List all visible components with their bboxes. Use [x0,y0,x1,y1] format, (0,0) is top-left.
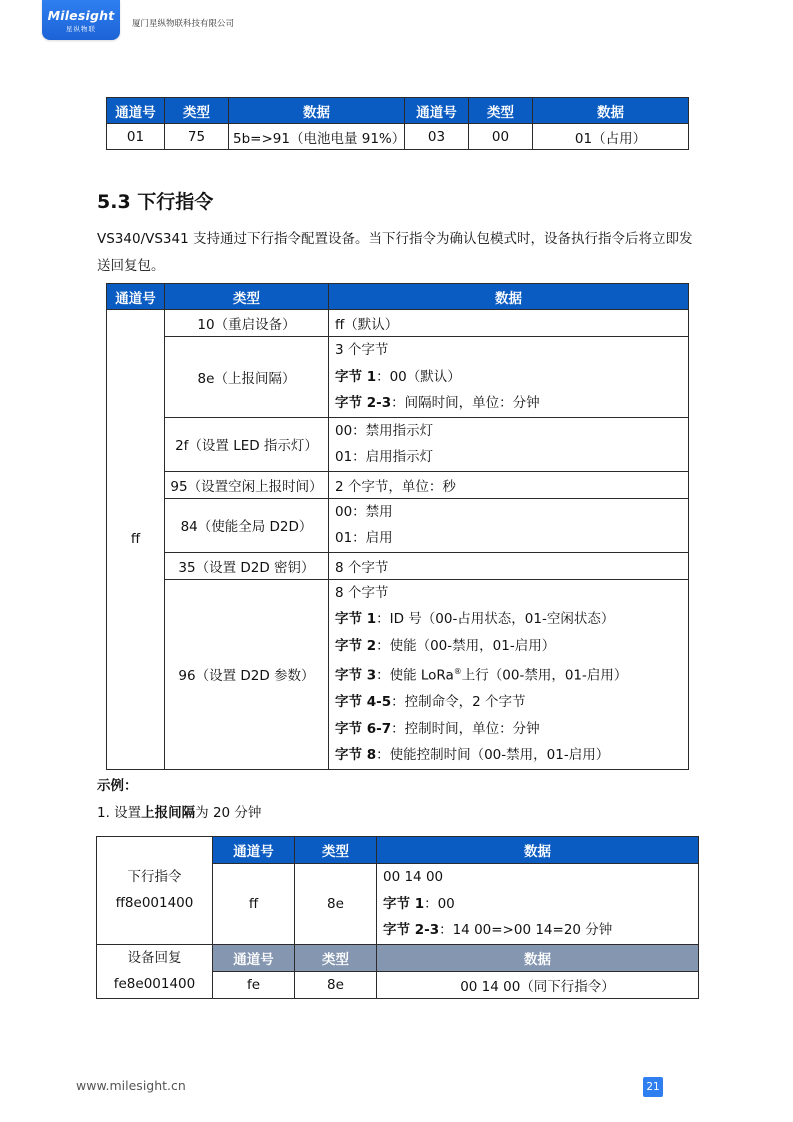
header-data-2: 数据 [533,98,689,124]
byte-label: 字节 1 [383,895,425,912]
byte-desc: ：00 [424,895,455,912]
downlink-command-table [106,283,689,770]
milesight-logo [42,0,120,40]
downlink-code: ff8e001400 [115,895,194,912]
byte-label: 字节 2 [335,637,377,654]
data-line [335,659,684,689]
example-item-1 [97,801,261,821]
table-row [107,552,689,579]
example-suffix: 为 20 分钟 [195,805,262,821]
cell-downlink-channel: ff [213,864,295,945]
footer-url: www.milesight.cn [76,1078,186,1093]
data-line: 00：禁用指示灯 [335,422,434,439]
data-line [335,390,684,417]
byte-desc: ：14 00=>00 14=20 分钟 [439,922,613,938]
table-row [107,498,689,552]
section-title: 5.3 下行指令 [97,191,214,213]
header-channel-reply: 通道号 [213,944,295,971]
byte-label: 字节 3 [335,667,377,684]
data-line [335,689,684,716]
table-header-row [107,284,689,310]
table-row [107,124,689,150]
cell-downlink-data [377,864,699,945]
data-line [335,716,684,743]
byte-desc: ：使能控制时间（00-禁用，01-启用） [376,747,610,763]
header-channel: 通道号 [213,837,295,864]
byte-label: 字节 1 [335,611,377,627]
data-line: 8 个字节 [335,584,389,601]
data-line: 00：禁用 [335,503,393,520]
header-type: 类型 [165,284,329,310]
logo-main-text: Milesight [47,8,115,23]
cell-data-led [329,417,689,471]
byte-desc: ：控制命令，2 个字节 [391,694,526,710]
cell-reply-channel: fe [213,971,295,998]
table-row [107,471,689,498]
data-line [335,606,684,633]
byte-label: 字节 4-5 [335,694,392,710]
table-row [107,579,689,769]
byte-label: 字节 1 [335,368,377,385]
cell-data-2: 01（占用） [533,124,689,150]
byte-desc: ：00（默认） [376,368,461,385]
logo-sub-text: 星纵物联 [66,25,96,33]
cell-data: 5b=>91（电池电量 91%） [229,124,405,150]
byte-desc: ：使能（00-禁用，01-启用） [376,637,556,654]
data-line: 01：启用 [335,530,393,546]
cell-type-d2d-params: 96（设置 D2D 参数） [165,579,329,769]
cell-data-d2d-enable [329,498,689,552]
reply-code: fe8e001400 [113,976,196,992]
downlink-label: 下行指令 [127,868,182,885]
byte-desc: 上行（00-禁用，01-启用） [461,667,628,684]
table-row [107,310,689,337]
byte-label: 字节 6-7 [335,720,392,737]
data-line [383,891,694,918]
data-line [383,917,694,944]
header-channel-2: 通道号 [405,98,469,124]
cell-reply-data: 00 14 00（同下行指令） [377,971,699,998]
cell-type-d2d-enable: 84（使能全局 D2D） [165,498,329,552]
reply-label: 设备回复 [127,949,182,966]
table-header-row [97,837,699,864]
cell-data-report-interval [329,337,689,418]
cell-data-reboot: ff（默认） [329,310,689,337]
header-channel: 通道号 [107,284,165,310]
byte-desc: ：间隔时间，单位：分钟 [391,395,540,411]
section-paragraph: VS340/VS341 支持通过下行指令配置设备。当下行指令为确认包模式时，设备执行指令后将立即发送回复包。 [97,231,693,274]
byte-label: 字节 2-3 [335,395,392,411]
cell-downlink-type: 8e [295,864,377,945]
page-number: 21 [643,1077,663,1097]
cell-type-report-interval: 8e（上报间隔） [165,337,329,418]
cell-downlink-label [97,837,213,945]
header-channel: 通道号 [107,98,165,124]
byte-desc: ：ID 号（00-占用状态，01-空闲状态） [376,611,615,627]
table-header-row [107,98,689,124]
data-line [335,742,684,769]
uplink-example-table [106,97,689,150]
data-line: 01：启用指示灯 [335,449,434,465]
header-data-reply: 数据 [377,944,699,971]
header-data: 数据 [377,837,699,864]
company-name: 厦门星纵物联科技有限公司 [132,19,235,29]
example-bold: 上报间隔 [141,805,196,821]
cell-type-reboot: 10（重启设备） [165,310,329,337]
header-type-2: 类型 [469,98,533,124]
header-data: 数据 [329,284,689,310]
data-line: 3 个字节 [335,342,389,358]
cell-reply-label [97,944,213,998]
header-type: 类型 [165,98,229,124]
example-prefix: 1. 设置 [97,805,142,821]
table-header-row [97,944,699,971]
cell-type: 75 [165,124,229,150]
cell-type-2: 00 [469,124,533,150]
table-row [107,337,689,418]
cell-data-d2d-params [329,579,689,769]
cell-reply-type: 8e [295,971,377,998]
cell-channel-ff: ff [107,310,165,770]
registered-mark: ® [453,667,462,676]
byte-desc: ：控制时间，单位：分钟 [391,720,540,737]
cell-type-led: 2f（设置 LED 指示灯） [165,417,329,471]
example-table [96,836,699,999]
byte-label: 字节 8 [335,747,377,763]
header-type: 类型 [295,837,377,864]
cell-channel-2: 03 [405,124,469,150]
cell-type-idle-report: 95（设置空闲上报时间） [165,471,329,498]
data-line: 00 14 00 [383,869,444,885]
byte-desc: ：使能 LoRa [376,667,454,684]
cell-channel: 01 [107,124,165,150]
table-row [107,417,689,471]
data-line [335,364,684,391]
cell-data-d2d-key: 8 个字节 [329,552,689,579]
example-label: 示例： [97,778,138,794]
data-line [335,633,684,660]
cell-type-d2d-key: 35（设置 D2D 密钥） [165,552,329,579]
header-type-reply: 类型 [295,944,377,971]
cell-data-idle-report: 2 个字节，单位：秒 [329,471,689,498]
header-data: 数据 [229,98,405,124]
byte-label: 字节 2-3 [383,922,440,938]
